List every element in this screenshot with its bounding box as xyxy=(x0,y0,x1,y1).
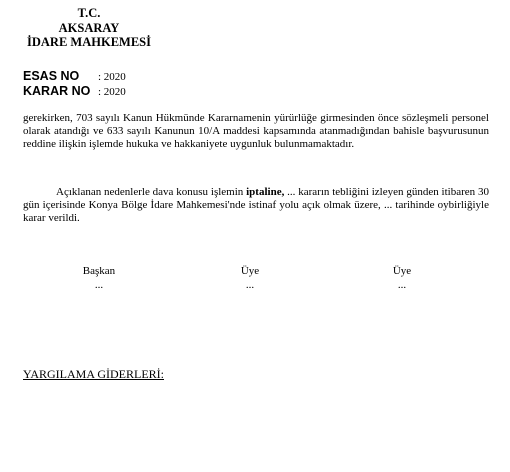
signature-title: Üye xyxy=(392,265,412,277)
decision-text-start: Açıklanan nedenlerle dava konusu işlemin xyxy=(56,186,247,198)
signature-member-1 xyxy=(220,264,280,292)
header-line-court: İDARE MAHKEMESİ xyxy=(27,35,151,49)
signature-title: Başkan xyxy=(82,265,116,277)
esas-label: ESAS NO xyxy=(23,69,80,83)
karar-value: : 2020 xyxy=(98,86,126,98)
costs-heading: YARGILAMA GİDERLERİ: xyxy=(23,367,164,381)
paragraph-reasoning-text: gerekirken, 703 sayılı Kanun Hükmünde Kararnamenin yürürlüğe girmesinden önce sözleşmeli personel olarak atandığı ve 633 sayılı Kanunun 10/A maddesi kapsamında atanmadığından bahisle başvurusunun reddine ilişkin işlemde hukuka ve hakkaniyete uygunluk bulunmamaktadır. xyxy=(23,112,489,151)
karar-row xyxy=(23,84,126,99)
header-line-city: AKSARAY xyxy=(58,20,120,35)
signature-title: Üye xyxy=(240,265,260,277)
signature-name: ... xyxy=(245,279,255,291)
esas-row xyxy=(23,69,126,84)
decision-verdict: iptaline, xyxy=(246,186,285,198)
header-line-tc: T.C. xyxy=(77,6,101,20)
paragraph-decision xyxy=(23,186,489,226)
court-header xyxy=(0,6,178,50)
signature-name: ... xyxy=(397,279,407,291)
signature-president xyxy=(69,264,129,292)
esas-value: : 2020 xyxy=(98,71,126,83)
signature-member-2 xyxy=(372,264,432,292)
paragraph-decision-text xyxy=(23,186,489,226)
signature-name: ... xyxy=(94,279,104,291)
paragraph-reasoning xyxy=(23,112,489,152)
karar-label: KARAR NO xyxy=(23,84,91,98)
decision-text-end: ... kararın tebliğini izleyen günden itibaren 30 gün içerisinde Konya Bölge İdare Mahkemesi'nde istinaf yolu açık olmak üzere, ... tarihinde oybirliğiyle karar verildi. xyxy=(23,186,489,225)
case-info xyxy=(23,69,126,99)
